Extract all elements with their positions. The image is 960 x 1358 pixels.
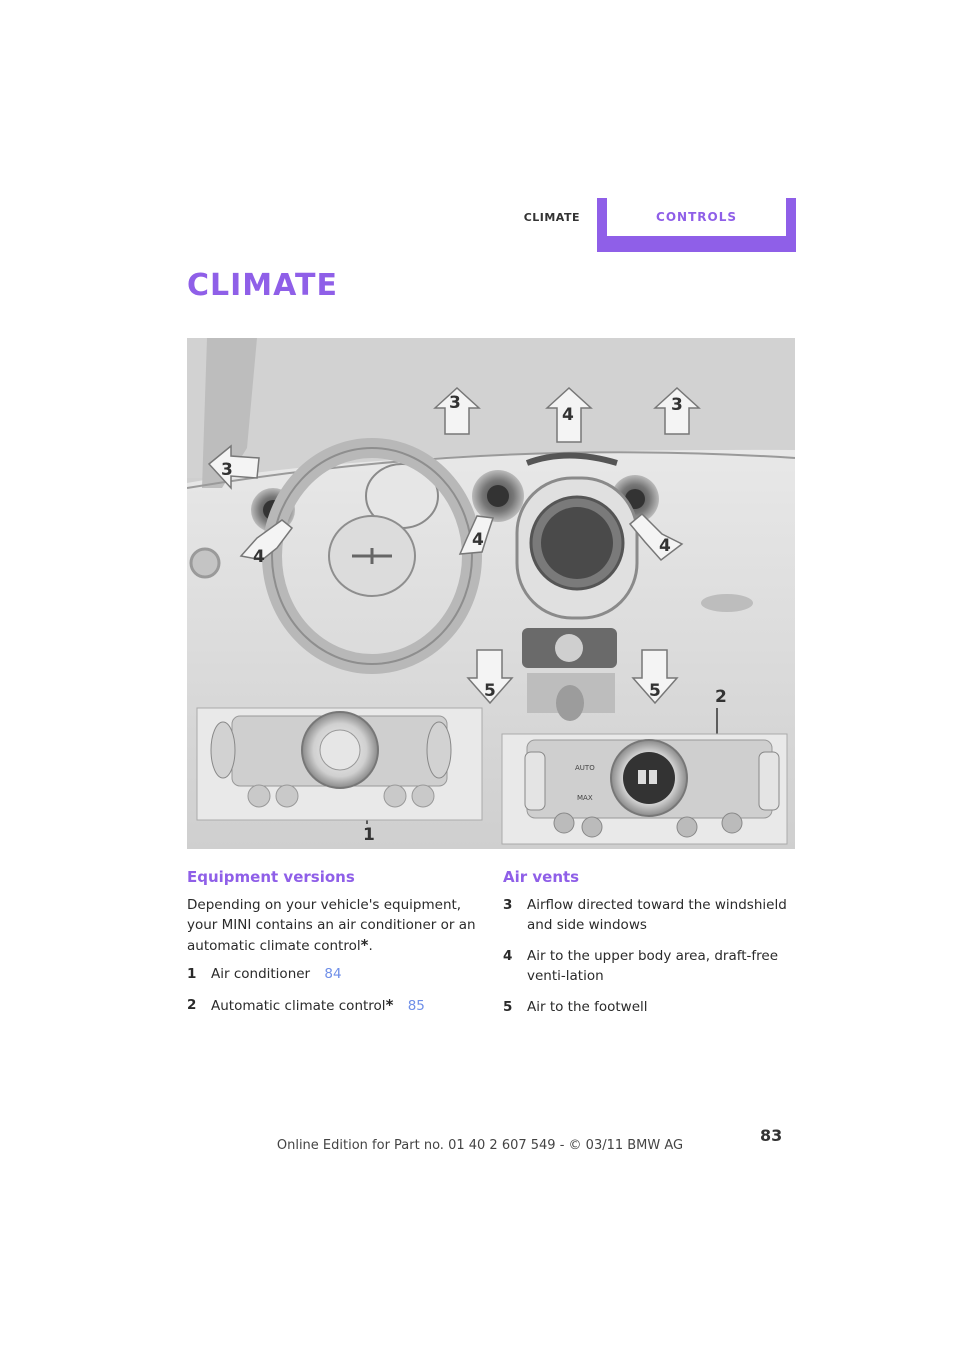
- option-star: *: [360, 936, 369, 954]
- callout-4d: 4: [659, 536, 671, 556]
- callout-3c: 3: [221, 460, 233, 480]
- equipment-intro-text: Depending on your vehicle's equipment, your MINI contains an air conditioner or an automatic climate control: [187, 897, 476, 954]
- air-vents-section: [503, 867, 803, 1028]
- equipment-heading: Equipment versions: [187, 868, 355, 886]
- auto-label: AUTO: [575, 764, 595, 772]
- item-text: Air to the upper body area, draft-free venti-lation: [527, 948, 779, 984]
- page-link[interactable]: 84: [324, 966, 342, 982]
- page-number: 83: [760, 1126, 783, 1145]
- callout-4c: 4: [472, 530, 484, 550]
- item-number: 3: [503, 897, 513, 913]
- automatic-climate-panel: [502, 734, 787, 844]
- callout-3b: 3: [671, 395, 683, 415]
- list-item: [503, 997, 803, 1017]
- callout-2: 2: [715, 687, 727, 707]
- callout-3a: 3: [449, 393, 461, 413]
- air-conditioner-panel: [197, 708, 482, 820]
- callout-4a: 4: [562, 405, 574, 425]
- header-section-label: CLIMATE: [523, 211, 580, 224]
- dashboard-svg: [187, 338, 795, 849]
- item-number: 5: [503, 999, 513, 1015]
- item-number: 2: [187, 997, 197, 1013]
- header-tab: [597, 198, 796, 252]
- list-item: [187, 995, 487, 1016]
- list-item: [503, 895, 803, 935]
- list-item: [187, 964, 487, 984]
- air-vents-heading: Air vents: [503, 868, 580, 886]
- header-tab-label: CONTROLS: [607, 198, 786, 236]
- page-title: CLIMATE: [187, 268, 338, 303]
- item-text: Air conditioner: [211, 966, 311, 982]
- footer-text: Online Edition for Part no. 01 40 2 607 549 - © 03/11 BMW AG: [276, 1138, 684, 1153]
- callout-5b: 5: [649, 681, 661, 701]
- item-number: 4: [503, 948, 513, 964]
- equipment-intro: [187, 895, 487, 956]
- callout-4b: 4: [253, 547, 265, 567]
- equipment-section: [187, 867, 487, 1027]
- item-text: Automatic climate control: [211, 998, 386, 1014]
- equipment-intro-period: .: [368, 938, 373, 954]
- callout-1: 1: [363, 825, 375, 845]
- option-star: *: [385, 996, 394, 1014]
- page-link[interactable]: 85: [407, 998, 425, 1014]
- max-label: MAX: [577, 794, 593, 802]
- callout-5a: 5: [484, 681, 496, 701]
- list-item: [503, 946, 803, 986]
- item-number: 1: [187, 966, 197, 982]
- item-text: Air to the footwell: [527, 999, 648, 1015]
- dashboard-illustration: [187, 338, 795, 849]
- item-text: Airflow directed toward the windshield and side windows: [527, 897, 787, 933]
